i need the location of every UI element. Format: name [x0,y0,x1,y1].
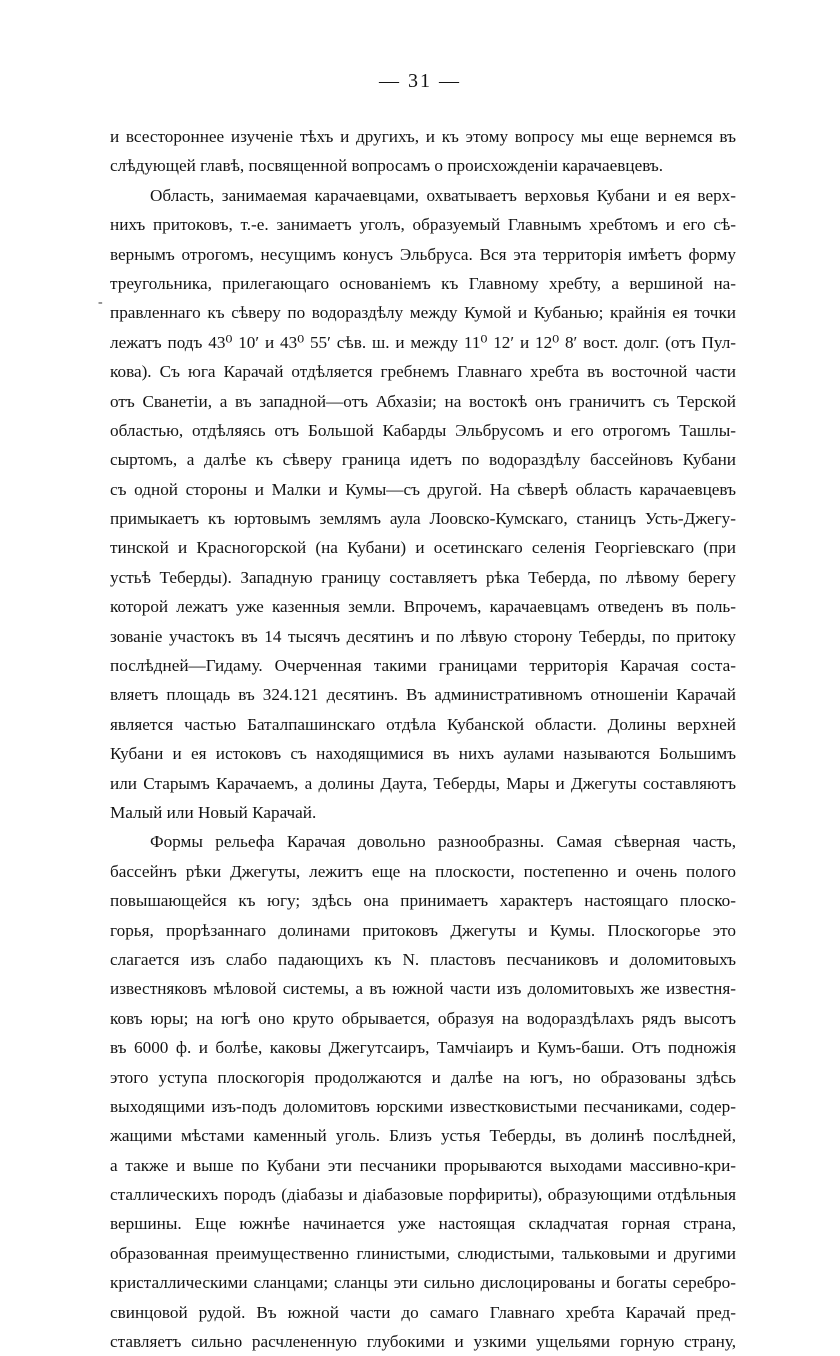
text-line: отъ Сванетіи, а въ западной—отъ Абхазіи; на востокѣ онъ граничитъ съ Терской [110,391,736,411]
text-line: въ 6000 ф. и болѣе, каковы Джегутсаиръ, Тамчіаиръ и Кумъ-баши. Отъ подножія [110,1038,736,1058]
text-line: которой лежатъ уже казенныя земли. Впрочемъ, карачаевцамъ отведенъ въ поль- [110,597,736,617]
text-line: Область, занимаемая карачаевцами, охватываетъ верховья Кубани и ея верх- [150,185,736,205]
text-line: послѣдней—Гидаму. Очерченная такими границами территорія Карачая соста- [110,656,736,676]
page-number: — 31 — [379,70,461,92]
text-line: съ одной стороны и Малки и Кумы—съ другой. На сѣверѣ область карачаевцевъ [110,479,736,499]
text-line: образованная преимущественно глинистыми, слюдистыми, тальковыми и другими [110,1243,736,1263]
text-line: устьѣ Теберды). Западную границу составляетъ рѣка Теберда, по лѣвому берегу [110,567,736,587]
text-line: ставляетъ сильно расчлененную глубокими и узкими ущельями горную страну, [110,1332,736,1352]
text-line: бассейнъ рѣки Джегуты, лежитъ еще на плоскости, постепенно и очень полого [110,861,736,881]
text-line: сыртомъ, а далѣе къ сѣверу граница идетъ по водораздѣлу бассейновъ Кубани [110,450,736,470]
text-line: горья, прорѣзаннаго долинами притоковъ Джегуты и Кумы. Плоскогорье это [110,920,736,940]
body-text [110,122,736,1356]
text-line: или Старымъ Карачаемъ, а долины Даута, Теберды, Мары и Джегуты составляютъ [110,773,736,793]
text-line: областью, отдѣляясь отъ Большой Кабарды Эльбрусомъ и его отрогомъ Ташлы- [110,420,736,440]
text-line: повышающейся къ югу; здѣсь она принимаетъ характеръ настоящаго плоско- [110,891,736,911]
text-line: является частью Баталпашинскаго отдѣла Кубанской области. Долины верхней [110,714,736,734]
text-line: лежатъ подъ 43⁰ 10′ и 43⁰ 55′ сѣв. ш. и между 11⁰ 12′ и 12⁰ 8′ вост. долг. (отъ Пул- [110,332,736,352]
text-line: Кубани и ея истоковъ съ находящимися въ нихъ аулами называются Большимъ [110,744,736,764]
text-line: нихъ притоковъ, т.-е. занимаетъ уголъ, образуемый Главнымъ хребтомъ и его сѣ- [110,215,736,235]
text-line: вернымъ отрогомъ, несущимъ конусъ Эльбруса. Вся эта территорія имѣетъ форму [110,244,736,264]
text-line: выходящими изъ-подъ доломитовъ юрскими известковистыми песчаниками, содер- [110,1096,736,1116]
text-line: Формы рельефа Карачая довольно разнообразны. Самая сѣверная часть, [150,832,736,852]
text-line: кристаллическими сланцами; сланцы эти сильно дислоцированы и богаты серебро- [110,1273,736,1293]
text-line: правленнаго къ сѣверу по водораздѣлу между Кумой и Кубанью; крайнія ея точки [110,303,736,323]
margin-mark: - [98,295,103,310]
text-line: и всестороннее изученіе тѣхъ и другихъ, и къ этому вопросу мы еще вернемся въ [110,127,736,146]
text-line: свинцовой рудой. Въ южной части до самаго Главнаго хребта Карачай пред- [110,1302,736,1322]
text-line: зованіе участокъ въ 14 тысячъ десятинъ и по лѣвую сторону Теберды, по притоку [110,626,736,646]
text-line: а также и выше по Кубани эти песчаники прорываются выходами массивно-кри- [110,1155,736,1175]
text-line: слѣдующей главѣ, посвященной вопросамъ о происхожденіи карачаевцевъ. [110,156,664,176]
text-line: треугольника, прилегающаго основаніемъ къ Главному хребту, а вершиной на- [110,273,736,293]
text-line: жащими мѣстами каменный уголь. Близъ устья Теберды, въ долинѣ послѣдней, [110,1126,736,1146]
text-line: вляетъ площадь въ 324.121 десятинъ. Въ административномъ отношеніи Карачай [110,685,736,705]
text-line: кова). Съ юга Карачай отдѣляется гребнемъ Главнаго хребта въ восточной части [110,362,736,382]
text-line: сталлическихъ породъ (діабазы и діабазовые порфириты), образующими отдѣльныя [110,1185,736,1205]
text-line: вершины. Еще южнѣе начинается уже настоящая складчатая горная страна, [110,1214,736,1234]
text-line: примыкаетъ къ юртовымъ землямъ аула Лоовско-Кумскаго, станицъ Усть-Джегу- [110,509,736,529]
text-line: этого уступа плоскогорія продолжаются и далѣе на югъ, но образованы здѣсь [110,1067,736,1087]
text-line: слагается изъ слабо падающихъ къ N. пластовъ песчаниковъ и доломитовыхъ [110,949,736,969]
text-line: тинской и Красногорской (на Кубани) и осетинскаго селенія Георгіевскаго (при [110,538,736,558]
text-line: ковъ юры; на югѣ оно круто обрывается, образуя на водораздѣлахъ рядъ высотъ [110,1008,736,1028]
text-line: Малый или Новый Карачай. [110,802,317,822]
text-line: известняковъ мѣловой системы, а въ южной части изъ доломитовыхъ же известня- [110,979,736,999]
